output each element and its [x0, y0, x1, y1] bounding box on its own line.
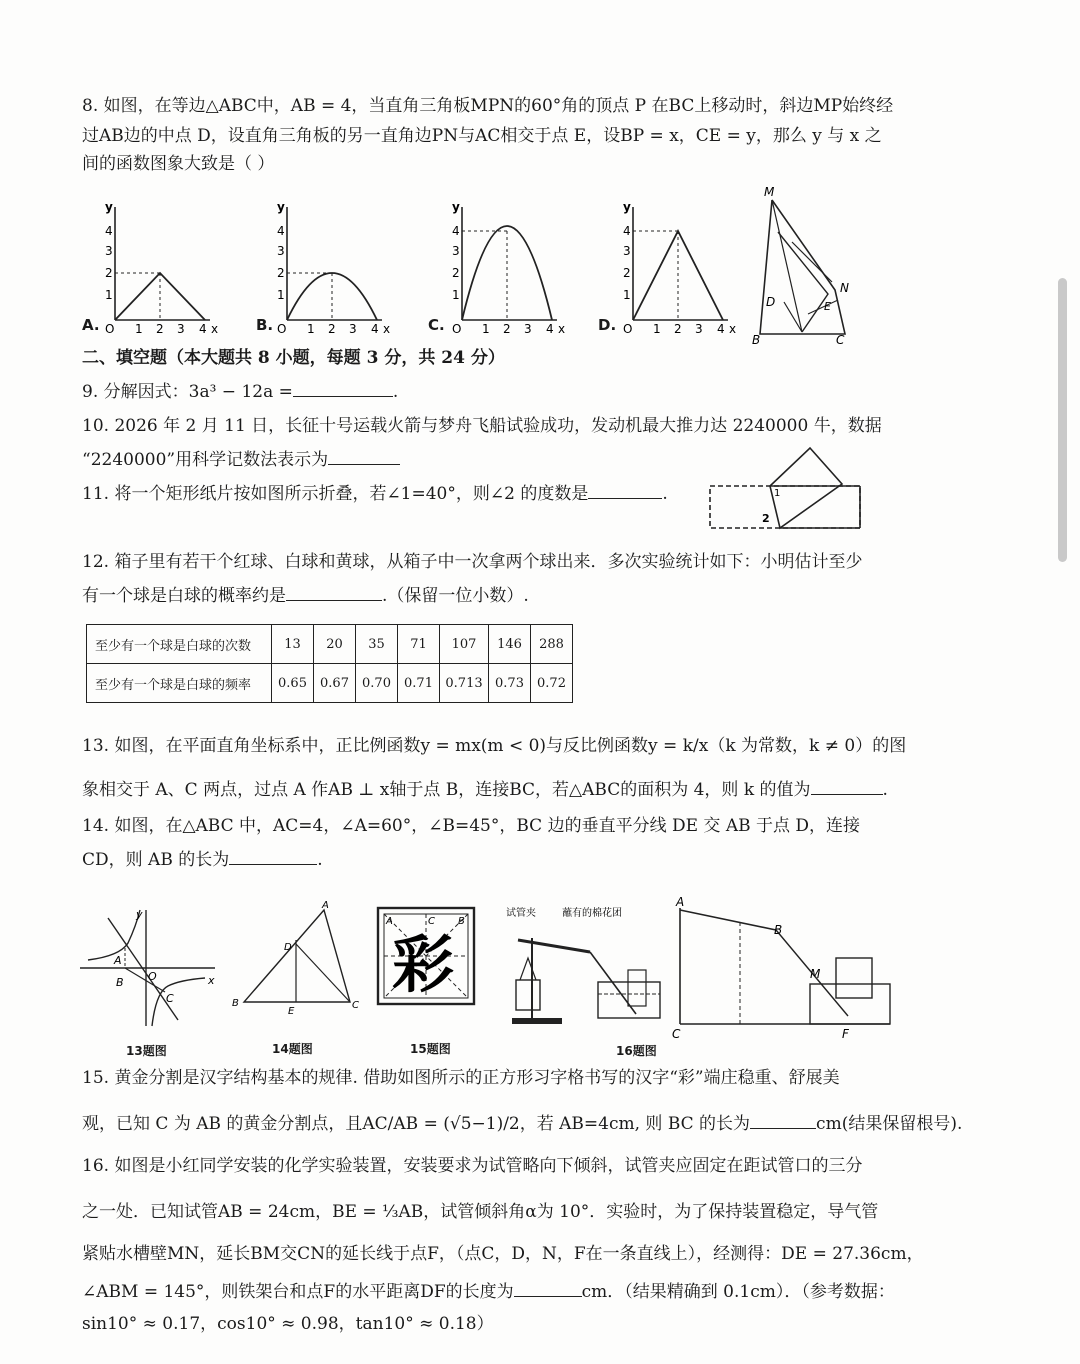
- graph-c-xtick-4: 4: [546, 322, 554, 336]
- graph-d-y-label: y: [623, 200, 631, 214]
- table-cell: 0.713: [440, 664, 489, 703]
- graph-d-xtick-4: 4: [717, 322, 725, 336]
- q15-answer-blank[interactable]: [750, 1128, 816, 1129]
- graph-a-x-label: x: [211, 322, 219, 336]
- graph-b: [277, 200, 390, 336]
- q9-text: 9. 分解因式：3a³ − 12a =: [82, 382, 293, 402]
- table-cell: 0.65: [272, 664, 314, 703]
- q13-line2-wrap: [82, 778, 888, 802]
- q9: [82, 380, 398, 404]
- graph-c-origin: O: [452, 322, 462, 336]
- q11-angle-2: 2: [762, 512, 770, 525]
- table-cell-label: 至少有一个球是白球的次数: [87, 625, 272, 664]
- q9-answer-blank[interactable]: [293, 396, 393, 397]
- graph-a-xtick-1: 1: [135, 322, 143, 336]
- q12-frequency-table: [86, 624, 573, 703]
- q12-line2: 有一个球是白球的概率约是: [82, 586, 286, 606]
- graph-b-x-label: x: [383, 322, 391, 336]
- q15-line2-end: cm(结果保留根号).: [816, 1114, 963, 1134]
- q16-line4-wrap: [82, 1280, 895, 1304]
- graph-d: [623, 200, 736, 336]
- fig14-label-d: D: [284, 942, 292, 953]
- graph-c-xtick-3: 3: [524, 322, 532, 336]
- q10-answer-blank[interactable]: [328, 464, 400, 465]
- graph-a-tick-3: 3: [105, 244, 113, 258]
- q16-line5: sin10° ≈ 0.17，cos10° ≈ 0.98，tan10° ≈ 0.18）: [82, 1314, 494, 1334]
- graph-d-tick-3: 3: [623, 244, 631, 258]
- graph-a-xtick-2: 2: [156, 322, 164, 336]
- fig15-label-a: A: [386, 916, 393, 927]
- q15-line2: 观，已知 C 为 AB 的黄金分割点，且AC/AB = (√5−1)/2，若 AB=4cm, 则 BC 的长为: [82, 1114, 751, 1134]
- option-d-label: D.: [598, 316, 617, 334]
- graph-d-origin: O: [623, 322, 633, 336]
- table-cell: 0.67: [314, 664, 356, 703]
- q14-line2-wrap: [82, 848, 323, 872]
- table-cell: 0.71: [398, 664, 440, 703]
- caption-fig16: 16题图: [616, 1044, 657, 1058]
- graph-c-tick-4: 4: [452, 224, 460, 238]
- graph-a-origin: O: [105, 322, 115, 336]
- fig14-label-e: E: [288, 1006, 295, 1017]
- q13-answer-blank[interactable]: [811, 794, 883, 795]
- graph-b-xtick-2: 2: [328, 322, 336, 336]
- fig14-label-c: C: [352, 1000, 359, 1011]
- q8-triangle-figure: [750, 182, 860, 348]
- graph-b-tick-1: 1: [277, 288, 285, 302]
- q10-line2: “2240000”用科学记数法表示为: [82, 450, 329, 470]
- caption-fig15: 15题图: [410, 1042, 451, 1056]
- q9-end: .: [392, 382, 399, 402]
- graph-b-tick-3: 3: [277, 244, 285, 258]
- option-a-label: A.: [82, 316, 100, 334]
- graph-d-xtick-1: 1: [653, 322, 661, 336]
- table-cell: 0.72: [531, 664, 573, 703]
- caption-fig14: 14题图: [272, 1042, 313, 1056]
- graph-b-tick-4: 4: [277, 224, 285, 238]
- graph-b-y-label: y: [277, 200, 285, 214]
- graph-a-tick-4: 4: [105, 224, 113, 238]
- fig14-label-a: A: [322, 900, 329, 911]
- table-cell: 107: [440, 625, 489, 664]
- q11-angle-1: 1: [774, 488, 781, 499]
- graph-c-x-label: x: [558, 322, 566, 336]
- fig16-label-clamp: 试管夹: [506, 908, 536, 919]
- q15-line2-wrap: [82, 1112, 962, 1136]
- q12-line1: 12. 箱子里有若干个红球、白球和黄球，从箱子中一次拿两个球出来．多次实验统计如下：小明估计至少: [82, 552, 863, 572]
- option-b-label: B.: [256, 316, 274, 334]
- q16-line1: 16. 如图是小红同学安装的化学实验装置，安装要求为试管略向下倾斜，试管夹应固定在距试管口的三分: [82, 1156, 863, 1176]
- fig17-label-a: A: [676, 895, 685, 909]
- q12-answer-blank[interactable]: [286, 600, 382, 601]
- fig17-label-f: F: [842, 1027, 849, 1038]
- q10-line1: 10. 2026 年 2 月 11 日，长征十号运载火箭与梦舟飞船试验成功，发动机最大推力达 2240000 牛，数据: [82, 416, 882, 436]
- fig17-label-c: C: [672, 1027, 681, 1038]
- fig17-label-m: M: [810, 967, 821, 981]
- q10-line2-wrap: [82, 448, 400, 472]
- graph-c-tick-1: 1: [452, 288, 460, 302]
- table-row: [87, 664, 573, 703]
- table-cell: 71: [398, 625, 440, 664]
- q14-line1: 14. 如图，在△ABC 中，AC=4，∠A=60°，∠B=45°，BC 边的垂直平分线 DE 交 AB 于点 D，连接: [82, 816, 861, 836]
- q13-line2: 象相交于 A、C 两点，过点 A 作AB ⊥ x轴于点 B，连接BC，若△ABC的面积为 4，则 k 的值为: [82, 780, 811, 800]
- graph-a-tick-1: 1: [105, 288, 113, 302]
- q11-end: .: [662, 484, 668, 504]
- q14-answer-blank[interactable]: [229, 864, 317, 865]
- q13-line1: 13. 如图，在平面直角坐标系中，正比例函数y = mx(m < 0)与反比例函数y = k/x（k 为常数，k ≠ 0）的图: [82, 736, 907, 756]
- fig17-geometry: [672, 895, 890, 1038]
- table-cell-label: 至少有一个球是白球的频率: [87, 664, 272, 703]
- graph-d-tick-4: 4: [623, 224, 631, 238]
- fig13-label-c: C: [166, 992, 174, 1005]
- q11: [82, 482, 668, 506]
- q11-fold-figure: [704, 444, 864, 532]
- graph-d-tick-2: 2: [623, 266, 631, 280]
- graph-d-x-label: x: [729, 322, 737, 336]
- fig16-lab-apparatus: [506, 906, 660, 1024]
- caption-fig13: 13题图: [126, 1044, 167, 1058]
- graph-c: [452, 200, 565, 336]
- graph-b-origin: O: [277, 322, 287, 336]
- fig13-label-x: x: [208, 974, 215, 987]
- graph-a-xtick-4: 4: [199, 322, 207, 336]
- fig14-triangle-figure: [232, 900, 359, 1017]
- q8-line2: 过AB边的中点 D，设直角三角板的另一直角边PN与AC相交于点 E，设BP = x，CE = y，那么 y 与 x 之: [82, 126, 882, 146]
- q11-text: 11. 将一个矩形纸片按如图所示折叠，若∠1=40°，则∠2 的度数是: [82, 484, 589, 504]
- fig13-label-a: A: [114, 954, 122, 967]
- table-cell: 0.70: [356, 664, 398, 703]
- table-row: [87, 625, 573, 664]
- graph-b-xtick-4: 4: [371, 322, 379, 336]
- graph-c-xtick-2: 2: [503, 322, 511, 336]
- q16-line2: 之一处．已知试管AB = 24cm，BE = ⅓AB，试管倾斜角α为 10°．实验时，为了保持装置稳定，导气管: [82, 1202, 879, 1222]
- q8-label-m: M: [764, 185, 775, 199]
- graph-a-xtick-3: 3: [177, 322, 185, 336]
- fig15-label-b: B: [458, 916, 465, 927]
- table-cell: 146: [489, 625, 531, 664]
- q16-line4-end: cm．（结果精确到 0.1cm）．（参考数据：: [581, 1282, 895, 1302]
- q16-line4: ∠ABM = 145°，则铁架台和点F的水平距离DF的长度为: [82, 1282, 514, 1302]
- q15-line1: 15. 黄金分割是汉字结构基本的规律. 借助如图所示的正方形习字格书写的汉字“彩”端庄稳重、舒展美: [82, 1068, 840, 1088]
- graph-c-tick-2: 2: [452, 266, 460, 280]
- graph-c-xtick-1: 1: [482, 322, 490, 336]
- fig15-char: 彩: [392, 928, 455, 1001]
- q8-label-n: N: [840, 281, 849, 295]
- q8-label-c: C: [836, 333, 845, 347]
- fig14-label-b: B: [232, 998, 239, 1009]
- graph-c-y-label: y: [452, 200, 460, 214]
- fig13-label-y: y: [136, 908, 143, 921]
- q16-line3: 紧贴水槽壁MN，延长BM交CN的延长线于点F，（点C，D，N，F在一条直线上），经测得：DE = 27.36cm，: [82, 1244, 924, 1264]
- graph-c-tick-3: 3: [452, 244, 460, 258]
- option-c-label: C.: [428, 316, 445, 334]
- q13-end: .: [882, 780, 888, 800]
- fig16-label-cotton: 蘸有的棉花团: [562, 908, 622, 919]
- q8-line1: 8. 如图，在等边△ABC中，AB = 4，当直角三角板MPN的60°角的顶点 P 在BC上移动时，斜边MP始终经: [82, 96, 894, 116]
- graph-d-xtick-2: 2: [674, 322, 682, 336]
- q12-line2-wrap: [82, 584, 529, 608]
- graph-d-xtick-3: 3: [695, 322, 703, 336]
- table-cell: 35: [356, 625, 398, 664]
- q12-line2-end: .（保留一位小数）.: [382, 586, 529, 606]
- fig13-label-o: O: [148, 970, 157, 983]
- q16-answer-blank[interactable]: [514, 1296, 582, 1297]
- fig13-label-b: B: [116, 976, 124, 989]
- section-2-heading: 二、填空题（本大题共 8 小题，每题 3 分，共 24 分）: [82, 348, 505, 368]
- q8-line3: 间的函数图象大致是（ ）: [82, 154, 275, 174]
- table-cell: 20: [314, 625, 356, 664]
- table-cell: 13: [272, 625, 314, 664]
- q11-answer-blank[interactable]: [588, 498, 662, 499]
- graph-a: [105, 200, 218, 336]
- figure-row: [0, 888, 1000, 1038]
- graph-a-y-label: y: [105, 200, 113, 214]
- q8-label-b: B: [752, 333, 761, 347]
- vertical-scrollbar[interactable]: [1058, 278, 1067, 562]
- fig13-coordinate-figure: [80, 908, 215, 1026]
- fig15-label-c: C: [428, 916, 435, 927]
- graph-a-tick-2: 2: [105, 266, 113, 280]
- graph-b-xtick-1: 1: [307, 322, 315, 336]
- table-cell: 288: [531, 625, 573, 664]
- q8-label-d: D: [766, 295, 776, 309]
- q8-option-graphs: [0, 195, 760, 345]
- fig15-character-grid: [378, 908, 474, 1004]
- q14-line2: CD，则 AB 的长为: [82, 850, 230, 870]
- q14-end: .: [317, 850, 323, 870]
- graph-d-tick-1: 1: [623, 288, 631, 302]
- table-cell: 0.73: [489, 664, 531, 703]
- graph-b-xtick-3: 3: [349, 322, 357, 336]
- graph-b-tick-2: 2: [277, 266, 285, 280]
- fig17-label-b: B: [774, 923, 783, 937]
- q8-label-e: E: [824, 300, 831, 313]
